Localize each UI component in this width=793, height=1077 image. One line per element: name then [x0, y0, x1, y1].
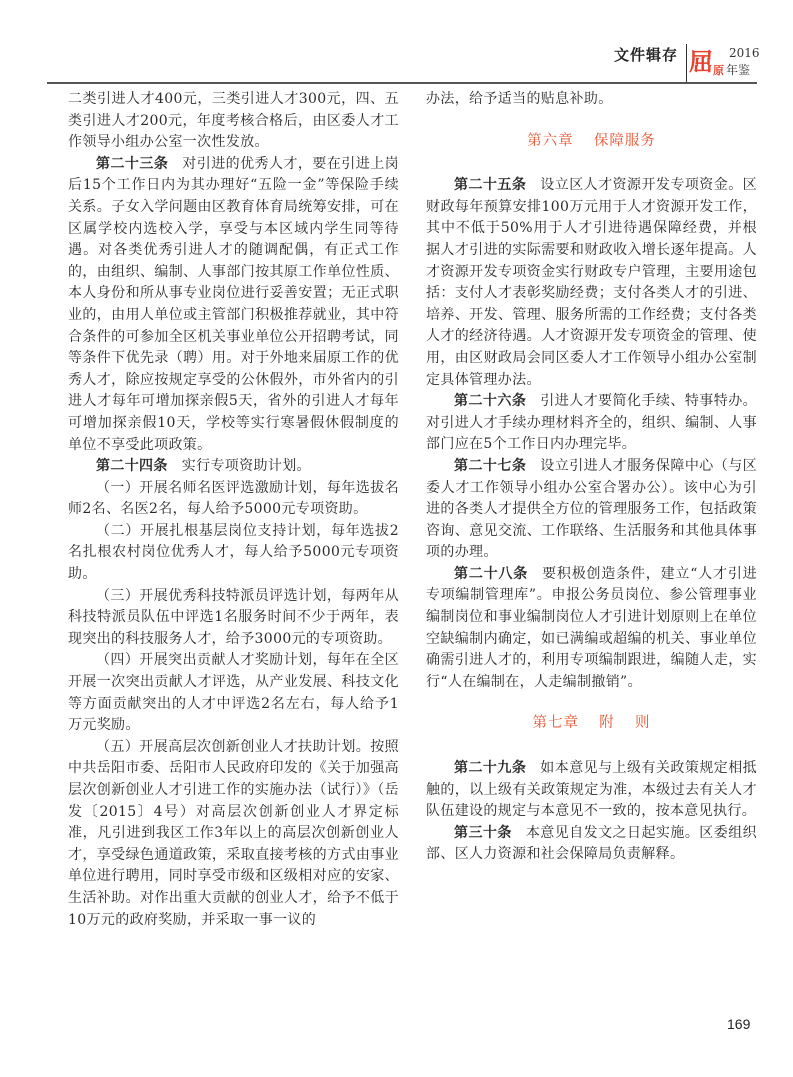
logo-char-big: 屈: [689, 48, 713, 76]
article-24: [68, 456, 399, 478]
list-item: [68, 521, 399, 586]
header-divider: [686, 44, 687, 82]
left-column: [68, 89, 399, 931]
article-23: [68, 154, 399, 456]
paragraph-text: 实行专项资助计划。: [181, 458, 311, 475]
list-item: [68, 650, 399, 736]
chapter-number: 第六章: [527, 132, 574, 149]
list-item: [68, 478, 399, 521]
paragraph: [426, 89, 757, 111]
article-28: [426, 564, 757, 694]
article-26: [426, 391, 757, 456]
logo-suffix: 年鉴: [726, 63, 751, 77]
paragraph-text: 要积极创造条件，建立“人才引进专项编制管理库”。申报公务员岗位、参公管理事业编制岗位和事业编制岗位人才引进计划原则上在单位空缺编制内确定，如已满编或超编的机关、事业单位确需引进人才的，利用专项编制跟进，编随人走，实行“人在编制在，人走编制撤销”。: [426, 565, 758, 690]
paragraph-text: （二）开展扎根基层岗位支持计划，每年选拔2名扎根农村岗位优秀人才，每人给予5000元专项资助。: [68, 522, 399, 583]
paragraph-text: 办法，给予适当的贴息补助。: [426, 91, 613, 107]
paragraph-text: 引进人才要简化手续、特事特办。对引进人才手续办理材料齐全的，组织、编制、人事部门应在5个工作日内办理完毕。: [426, 393, 758, 453]
article-label: 第二十七条: [454, 457, 527, 474]
paragraph: [68, 89, 399, 154]
header-rule: [47, 82, 757, 84]
article-label: 第二十九条: [454, 760, 527, 777]
right-column: [426, 89, 757, 866]
article-25: [426, 175, 757, 391]
logo-year: 2016: [729, 46, 760, 60]
chapter-number: 第七章: [532, 715, 579, 732]
article-label: 第二十六条: [454, 393, 527, 410]
paragraph-text: （五）开展高层次创新创业人才扶助计划。按照中共岳阳市委、岳阳市人民政府印发的《关于加强高层次创新创业人才引进工作的实施办法（试行）》（岳发〔2015〕4号）对高层次创新创业人才界定标准，凡引进到我区工作3年以上的高层次创新创业人才，享受绿色通道政策，采取直接考核的方式由事业单位进行聘用，同时享受市级和区级相对应的安家、生活补助。对作出重大贡献的创业人才，给予不低于10万元的政府奖励，并采取一事一议的: [68, 738, 399, 928]
section-title: 文件辑存: [614, 46, 679, 64]
chapter-title: 保障服务: [593, 132, 656, 149]
yearbook-logo: [689, 44, 759, 80]
article-29: [426, 758, 757, 823]
paragraph-text: 设立区人才资源开发专项资金。区财政每年预算安排100万元用于人才资源开发工作，其中不低于50%用于人才引进待遇保障经费，并根据人才引进的实际需要和财政收入增长逐年提高。人才资源开发专项资金实行财政专户管理，主要用途包括：支付人才表彰奖励经费；支付各类人才的引进、培养、开发、管理、服务所需的工作经费；支付各类人才的经济待遇。人才资源开发专项资金的管理、使用，由区财政局会同区委人才工作领导小组办公室制定具体管理办法。: [426, 177, 758, 388]
logo-char-small: 原: [713, 64, 724, 77]
paragraph-text: （一）开展名师名医评选激励计划，每年选拔名师2名、名医2名，每人给予5000元专项资助。: [68, 479, 399, 518]
paragraph-text: 对引进的优秀人才，要在引进上岗后15个工作日内为其办理好“五险一金”等保险手续关系。子女入学问题由区教育体育局统筹安排，可在区属学校内选校入学，享受与本区域内学生同等待遇。对各类优秀引进人才的随调配偶，有正式工作的，由组织、编制、人事部门按其原工作单位性质、本人身份和所从事专业岗位进行妥善安置；无正式职业的，由用人单位或主管部门积极推荐就业，其中符合条件的可参加全区机关事业单位公开招聘考试，同等条件下优先录（聘）用。对于外地来届原工作的优秀人才，除应按规定享受的公休假外，市外省内的引进人才每年可增加探亲假5天，省外的引进人才每年可增加探亲假10天，学校等实行寒暑假休假制度的单位不享受此项政策。: [68, 155, 400, 453]
paragraph-text: 本意见自发文之日起实施。区委组织部、区人力资源和社会保障局负责解释。: [426, 824, 757, 863]
list-item: [68, 737, 399, 931]
page-number: 169: [727, 1016, 751, 1032]
paragraph-text: 二类引进人才400元，三类引进人才300元，四、五类引进人才200元，年度考核合格后，由区委人才工作领导小组办公室一次性发放。: [68, 91, 399, 151]
chapter-title-part: 则: [635, 715, 651, 732]
article-label: 第三十条: [454, 824, 512, 841]
paragraph-text: 如本意见与上级有关政策规定相抵触的，以上级有关政策规定为准，本级过去有关人才队伍建设的规定与本意见不一致的，按本意见执行。: [426, 760, 758, 820]
list-item: [68, 586, 399, 651]
paragraph-text: （三）开展优秀科技特派员评选计划，每两年从科技特派员队伍中评选1名服务时间不少于两年，表现突出的科技服务人才，给予3000元的专项资助。: [68, 587, 399, 647]
article-27: [426, 456, 757, 564]
article-label: 第二十四条: [96, 458, 168, 475]
chapter-title-part: 附: [599, 715, 615, 732]
chapter-heading-7: [426, 713, 757, 735]
article-30: [426, 823, 757, 866]
article-label: 第二十八条: [454, 565, 529, 582]
article-label: 第二十五条: [454, 177, 527, 194]
paragraph-text: 设立引进人才服务保障中心（与区委人才工作领导小组办公室合署办公）。该中心为引进的各类人才提供全方位的管理服务工作，包括政策咨询、意见交流、工作联络、生活服务和其他具体事项的办理。: [426, 457, 758, 561]
chapter-heading-6: [426, 131, 757, 153]
paragraph-text: （四）开展突出贡献人才奖励计划，每年在全区开展一次突出贡献人才评选，从产业发展、科技文化等方面贡献突出的人才中评选2名左右，每人给予1万元奖励。: [68, 652, 399, 734]
article-label: 第二十三条: [96, 155, 169, 172]
